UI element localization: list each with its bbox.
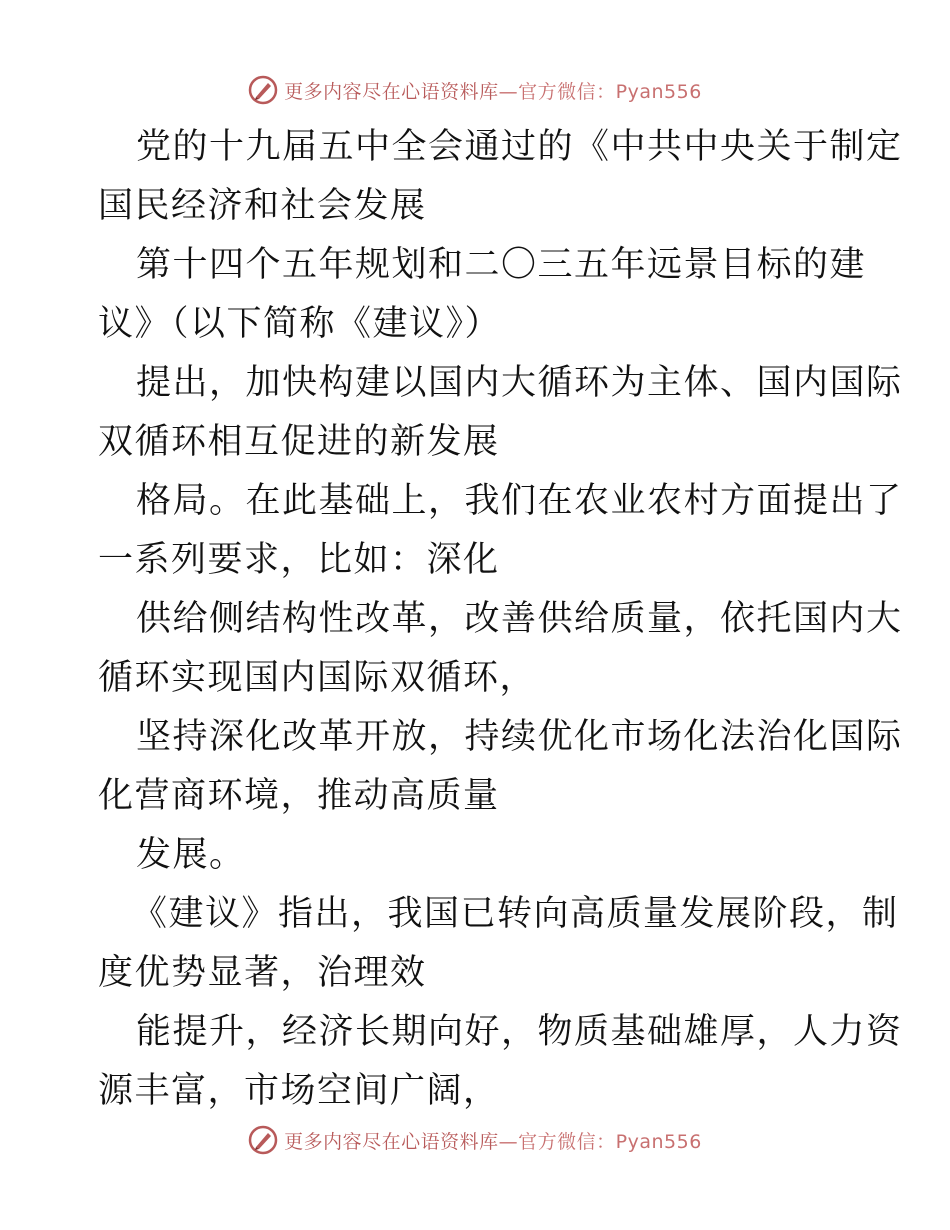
text-line: 格局。在此基础上，我们在农业农村方面提出了 bbox=[136, 481, 903, 521]
footer-watermark bbox=[0, 1120, 950, 1160]
text-line: 能提升，经济长期向好，物质基础雄厚，人力资 bbox=[136, 1012, 903, 1052]
watermark-wechat: —官方微信：Pyan556 bbox=[498, 80, 702, 103]
text-line: 党的十九届五中全会通过的《中共中央关于制定 bbox=[136, 127, 903, 167]
text-line: 一系列要求，比如：深化 bbox=[98, 540, 500, 580]
text-line: 议》（以下简称《建议》） bbox=[98, 304, 502, 344]
text-line: 提出，加快构建以国内大循环为主体、国内国际 bbox=[136, 363, 903, 403]
text-line: 坚持深化改革开放，持续优化市场化法治化国际 bbox=[136, 717, 903, 757]
text-line: 循环实现国内国际双循环， bbox=[98, 658, 537, 698]
document-body bbox=[98, 118, 903, 1121]
pen-logo-icon bbox=[248, 75, 278, 105]
text-line: 国民经济和社会发展 bbox=[98, 186, 427, 226]
text-line: 《建议》指出，我国已转向高质量发展阶段，制 bbox=[132, 894, 899, 934]
pen-logo-icon bbox=[248, 1125, 278, 1155]
watermark-text bbox=[284, 77, 702, 104]
watermark-text bbox=[284, 1127, 702, 1154]
text-line: 度优势显著，治理效 bbox=[98, 953, 427, 993]
text-line: 双循环相互促进的新发展 bbox=[98, 422, 500, 462]
text-line: 第十四个五年规划和二〇三五年远景目标的建 bbox=[136, 245, 867, 285]
text-line: 发展。 bbox=[136, 835, 246, 875]
watermark-library-name: 更多内容尽在心语资料库 bbox=[284, 80, 499, 103]
watermark-wechat: —官方微信：Pyan556 bbox=[498, 1130, 702, 1153]
header-watermark bbox=[0, 70, 950, 110]
text-line: 源丰富，市场空间广阔， bbox=[98, 1071, 500, 1111]
watermark-library-name: 更多内容尽在心语资料库 bbox=[284, 1130, 499, 1153]
text-line: 供给侧结构性改革，改善供给质量，依托国内大 bbox=[136, 599, 903, 639]
text-line: 化营商环境，推动高质量 bbox=[98, 776, 500, 816]
